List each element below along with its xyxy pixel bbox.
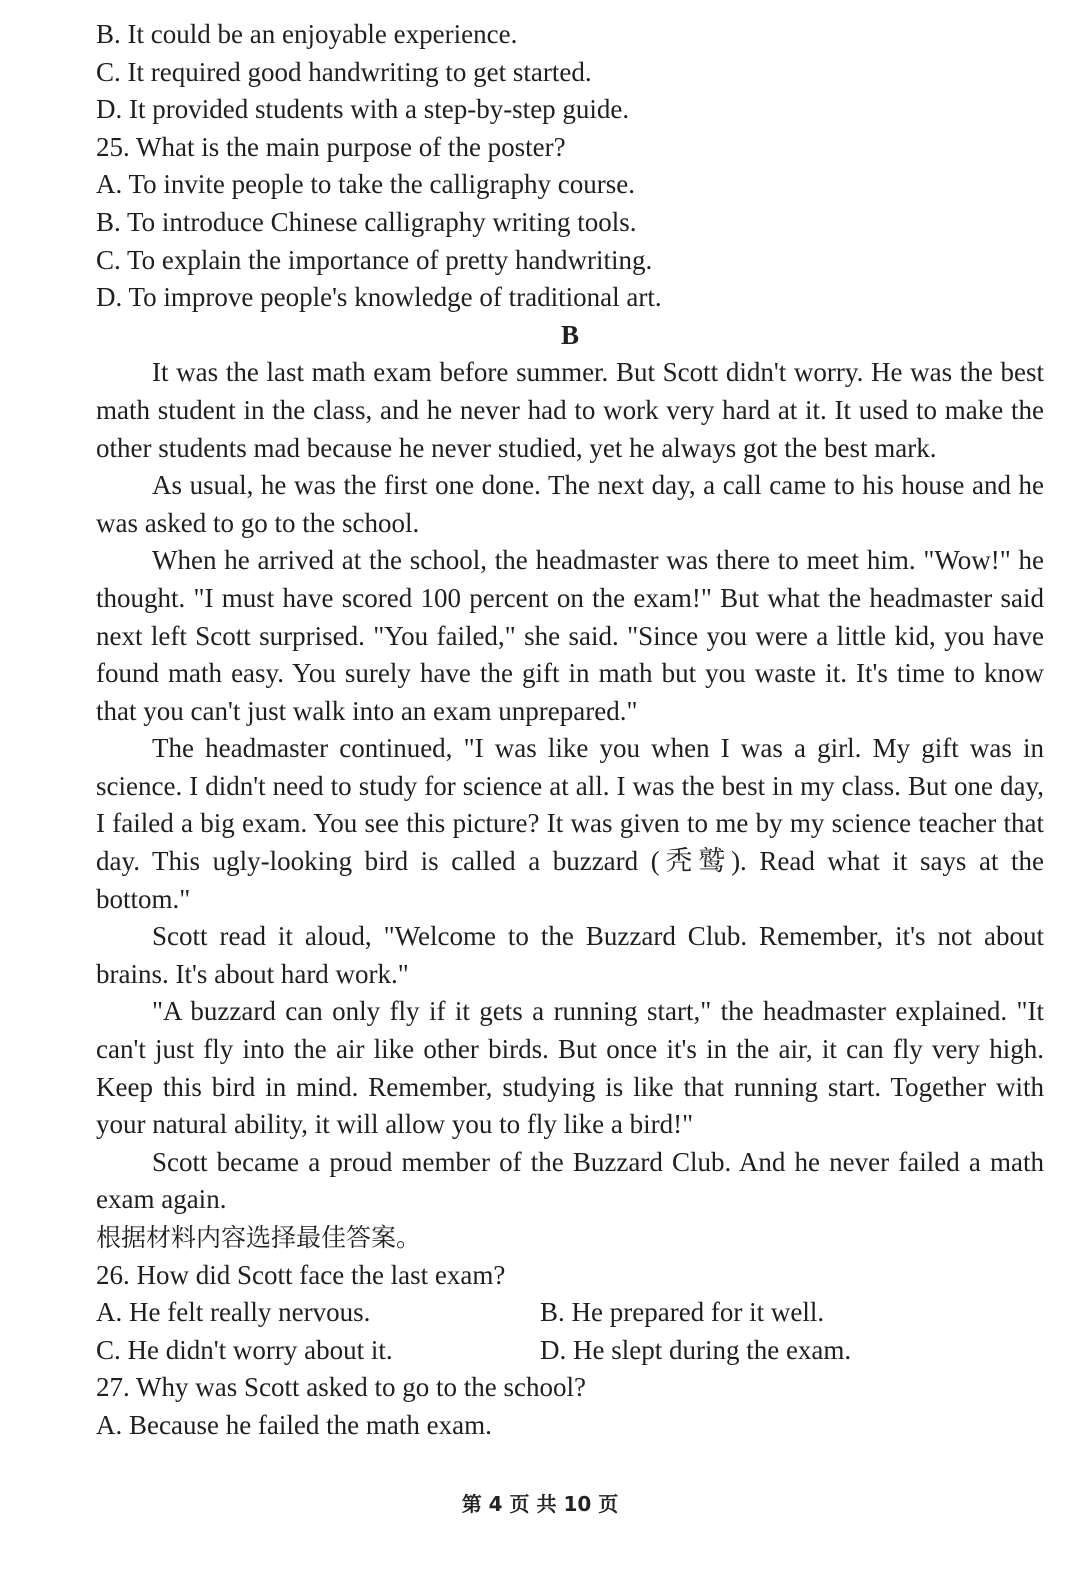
section-b-heading: B xyxy=(560,319,579,350)
passage-paragraph: It was the last math exam before summer. But Scott didn't worry. He was the best math student in the class, and he never had to work very hard at it. It used to make the other students mad because he never studied, yet he always got the best mark. xyxy=(96,357,1044,463)
passage-paragraph: Scott became a proud member of the Buzzard Club. And he never failed a math exam again. xyxy=(96,1146,1044,1215)
q27-question: 27. Why was Scott asked to go to the school? xyxy=(96,1372,586,1403)
passage-paragraph: Scott read it aloud, "Welcome to the Buzzard Club. Remember, it's not about brains. It's about hard work." xyxy=(96,921,1044,989)
q26-option-b: B. He prepared for it well. xyxy=(540,1297,825,1328)
q25-option-b: B. To introduce Chinese calligraphy writing tools. xyxy=(96,206,637,237)
q25-option-d: D. To improve people's knowledge of traditional art. xyxy=(96,282,662,313)
q26-question: 26. How did Scott face the last exam? xyxy=(96,1259,506,1290)
passage-paragraph: "A buzzard can only fly if it gets a running start," the headmaster explained. "It can't just fly into the air like other birds. But once it's in the air, it can fly very high. Keep this bird in mind. Remember, studying is like that running start. Together with your natural ability, it will allow you to fly like a bird!" xyxy=(96,996,1044,1140)
page-number-footer: 第 4 页 共 10 页 xyxy=(461,1492,619,1516)
q24-option-d: D. It provided students with a step-by-step guide. xyxy=(96,94,630,125)
q27-option-a: A. Because he failed the math exam. xyxy=(96,1409,492,1440)
q26-option-a: A. He felt really nervous. xyxy=(96,1297,371,1328)
q25-question: 25. What is the main purpose of the poster? xyxy=(96,131,566,162)
q25-option-a: A. To invite people to take the calligraphy course. xyxy=(96,169,635,200)
q26-option-c: C. He didn't worry about it. xyxy=(96,1334,393,1365)
exam-page xyxy=(96,16,1044,1445)
q26-options xyxy=(96,1294,1044,1369)
passage-paragraph: When he arrived at the school, the headmaster was there to meet him. "Wow!" he thought. "I must have scored 100 percent on the exam!" But what the headmaster said next left Scott surprised. "You failed," she said. "Since you were a little kid, you have found math easy. You surely have the gift in math but you waste it. It's time to know that you can't just walk into an exam unprepared." xyxy=(96,545,1044,726)
q26-option-d: D. He slept during the exam. xyxy=(540,1334,852,1365)
passage-paragraph: As usual, he was the first one done. The next day, a call came to his house and he was asked to go to the school. xyxy=(96,470,1044,538)
q25-option-c: C. To explain the importance of pretty handwriting. xyxy=(96,244,653,275)
q24-option-b: B. It could be an enjoyable experience. xyxy=(96,19,518,49)
instruction-text: 根据材料内容选择最佳答案。 xyxy=(96,1223,422,1252)
q24-option-c: C. It required good handwriting to get started. xyxy=(96,56,592,87)
passage-paragraph: The headmaster continued, "I was like you when I was a girl. My gift was in science. I didn't need to study for science at all. I was the best in my class. But one day, I failed a big exam. You see this picture? It was given to me by my science teacher that day. This ugly-looking bird is called a buzzard (秃鹫). Read what it says at the bottom." xyxy=(96,733,1044,914)
